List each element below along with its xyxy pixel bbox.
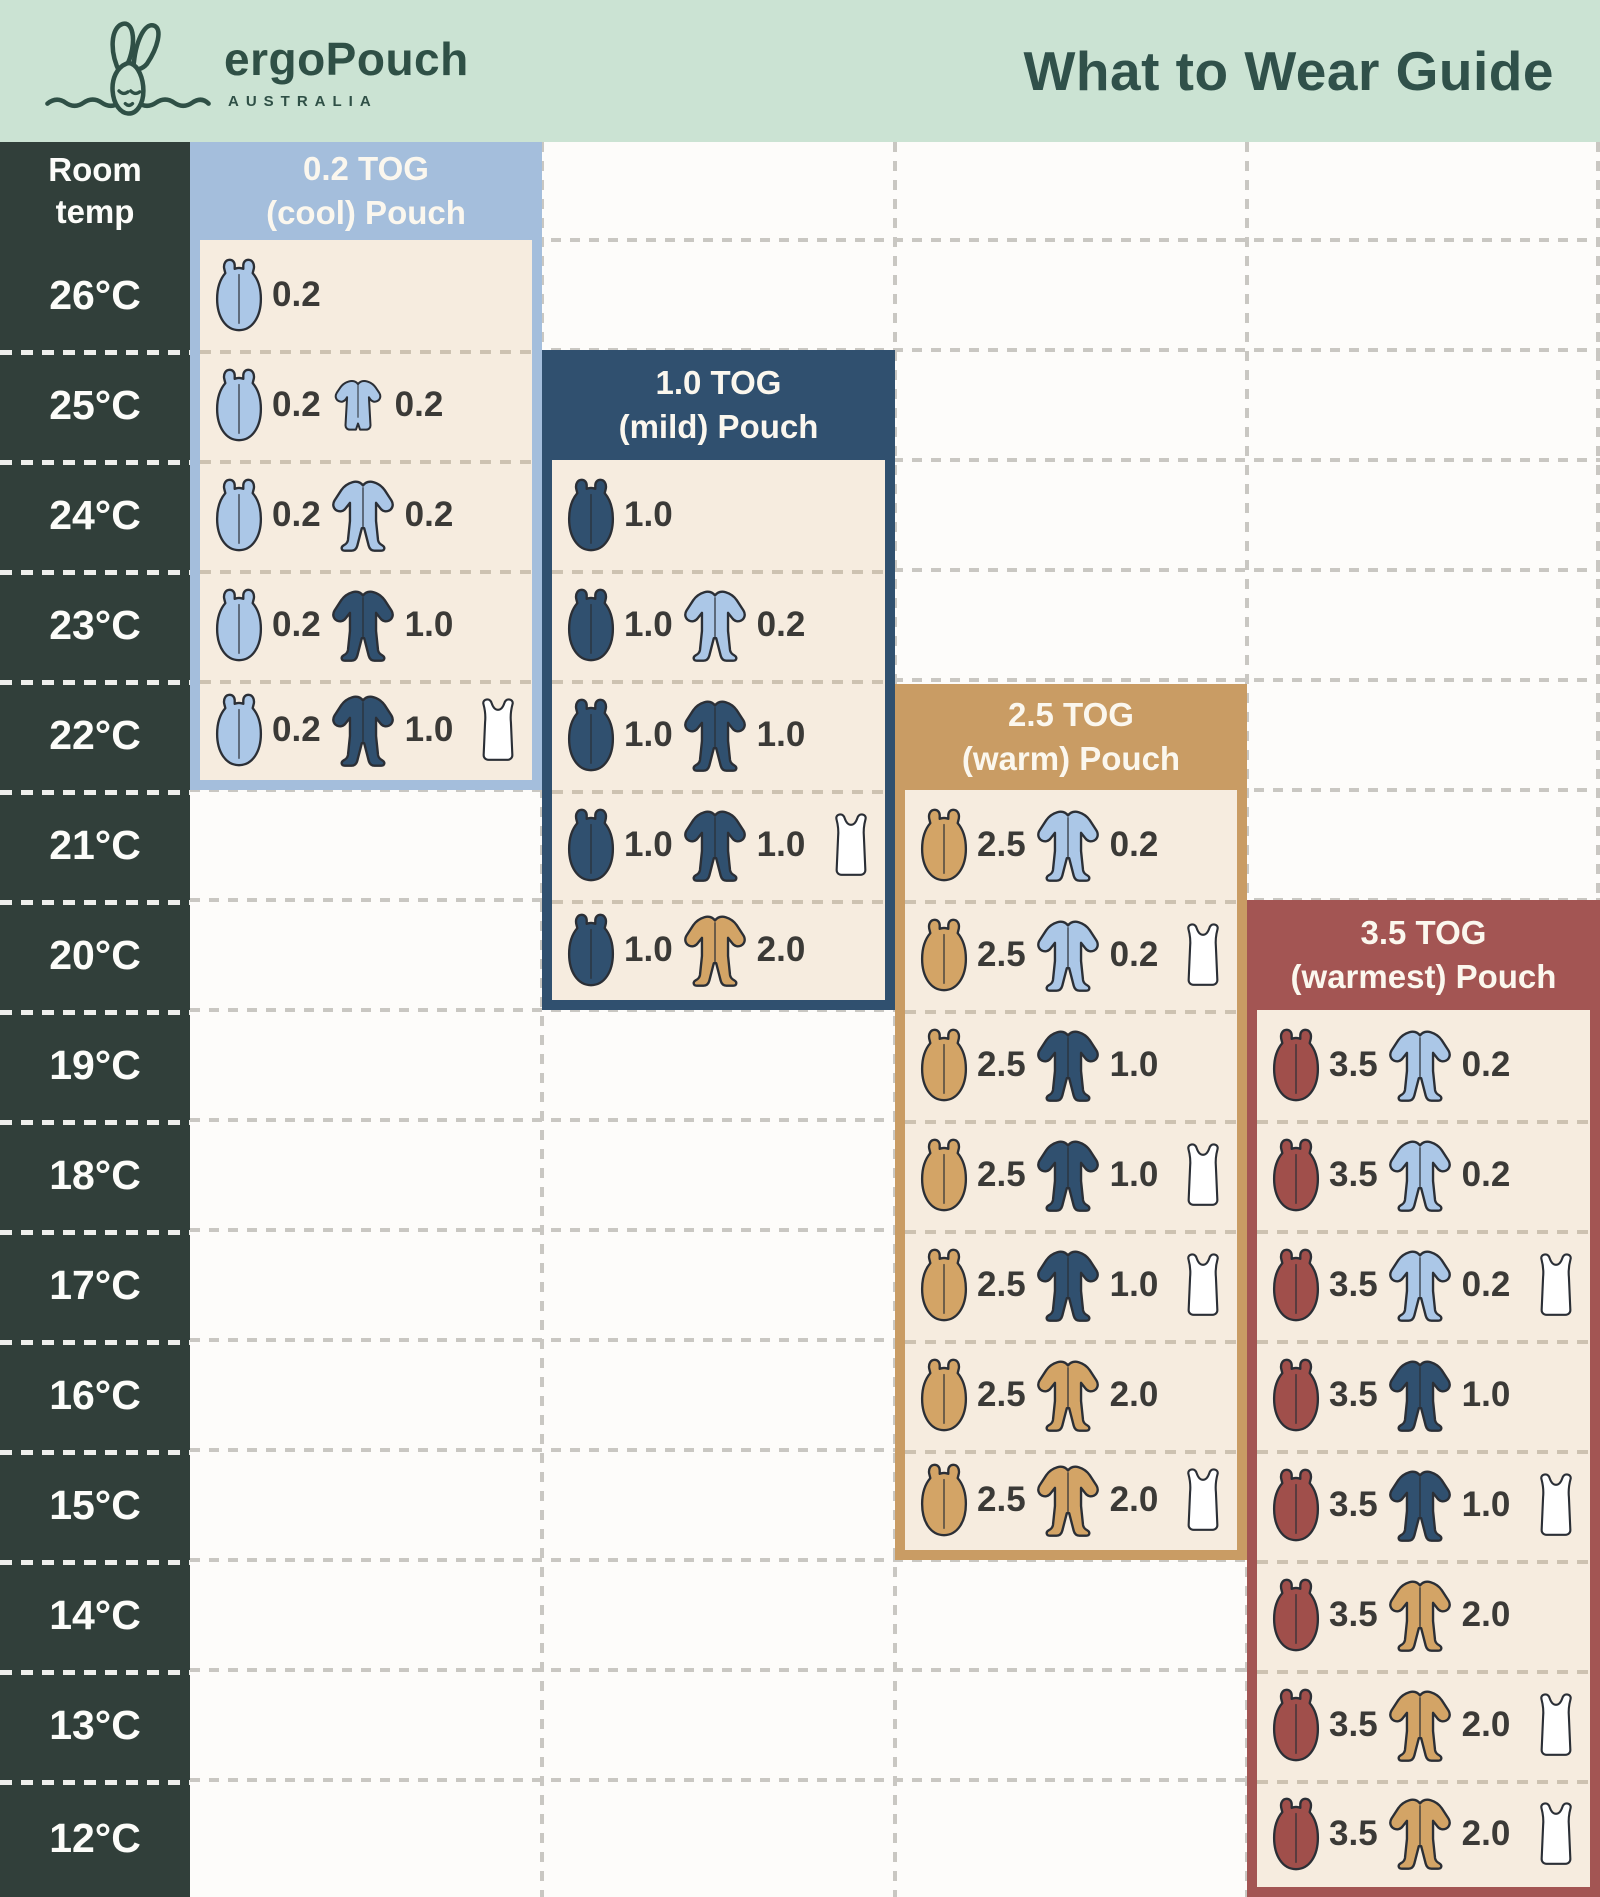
- tog-value: 3.5: [1329, 1045, 1378, 1084]
- tog-value: 1.0: [624, 715, 673, 754]
- panel-rows: [1257, 1010, 1590, 1887]
- temp-cell: 17°C: [0, 1230, 190, 1340]
- tog-value: 1.0: [404, 710, 454, 749]
- tog-value: 2.5: [977, 825, 1026, 864]
- guide-row: [200, 680, 532, 780]
- guide-row: [1257, 1670, 1590, 1780]
- room-temp-header: Room temp: [48, 150, 142, 230]
- pouch-icon: [214, 689, 264, 771]
- pouch-icon: [1271, 1464, 1321, 1546]
- romper-icon: [329, 374, 387, 436]
- tog-value: 2.0: [1461, 1705, 1511, 1744]
- onesie-icon: [1386, 1464, 1454, 1547]
- onesie-icon: [681, 804, 749, 887]
- onesie-icon: [1034, 1244, 1102, 1327]
- guide-row: [905, 1120, 1237, 1230]
- temp-cell: 15°C: [0, 1450, 190, 1560]
- guide-row: [905, 790, 1237, 900]
- temp-cell: 23°C: [0, 570, 190, 680]
- tog-value: 0.2: [394, 385, 444, 424]
- pouch-icon: [214, 474, 264, 556]
- tog-value: 2.0: [1461, 1595, 1511, 1634]
- temp-cell: 25°C: [0, 350, 190, 460]
- tog-value: 0.2: [272, 275, 321, 314]
- onesie-icon: [1034, 804, 1102, 887]
- onesie-icon: [681, 584, 749, 667]
- tog-value: 3.5: [1329, 1375, 1378, 1414]
- pouch-icon: [566, 694, 616, 776]
- pouch-icon: [566, 909, 616, 991]
- header-bar: [0, 0, 1600, 142]
- tog-value: 0.2: [272, 710, 321, 749]
- panel-title: [542, 350, 895, 460]
- temp-cell: 26°C: [49, 271, 141, 318]
- tog-value: 1.0: [1461, 1485, 1511, 1524]
- tog-value: 2.0: [756, 930, 806, 969]
- guide-row: [905, 1230, 1237, 1340]
- temp-cell: 21°C: [0, 790, 190, 900]
- guide-row: [905, 1010, 1237, 1120]
- tog-value: 2.0: [1461, 1813, 1511, 1853]
- panel-title-line1: 0.2 TOG: [303, 150, 429, 188]
- pouch-icon: [566, 584, 616, 666]
- pouch-icon: [919, 914, 969, 996]
- guide-row: [200, 460, 532, 570]
- temp-cell: 20°C: [0, 900, 190, 1010]
- guide-row: [1257, 1010, 1590, 1120]
- temp-cell: 18°C: [0, 1120, 190, 1230]
- tog-value: 3.5: [1329, 1485, 1378, 1524]
- singlet-icon: [476, 696, 520, 764]
- tog-value: 3.5: [1329, 1813, 1378, 1853]
- panel-title-line1: 3.5 TOG: [1360, 914, 1487, 952]
- onesie-icon: [1386, 1574, 1454, 1657]
- panel-title: [190, 142, 542, 240]
- pouch-icon: [214, 254, 264, 336]
- pouch-icon: [919, 1024, 969, 1106]
- temp-cell: 22°C: [0, 680, 190, 790]
- temp-cell: 16°C: [0, 1340, 190, 1450]
- panel-title-line1: 1.0 TOG: [655, 364, 782, 402]
- singlet-icon: [1181, 1141, 1225, 1209]
- tog-value: 1.0: [1109, 1155, 1159, 1194]
- pouch-icon: [214, 584, 264, 666]
- ergopouch-logo: [42, 16, 469, 126]
- tog-value: 1.0: [1461, 1375, 1511, 1414]
- room-temp-column: [0, 142, 190, 1897]
- panel-rows: [905, 790, 1237, 1550]
- onesie-icon: [1386, 1244, 1454, 1327]
- guide-row: [200, 240, 532, 350]
- tog-value: 0.2: [1109, 825, 1159, 864]
- panel-rows: [552, 460, 885, 1000]
- singlet-icon: [1534, 1471, 1578, 1539]
- singlet-icon: [1534, 1251, 1578, 1319]
- pouch-icon: [1271, 1244, 1321, 1326]
- tog-panel: [895, 684, 1247, 1560]
- pouch-icon: [214, 364, 264, 446]
- pouch-icon: [1271, 1134, 1321, 1216]
- onesie-icon: [329, 584, 397, 667]
- panel-title-line2: (mild) Pouch: [618, 408, 819, 445]
- onesie-icon: [1386, 1024, 1454, 1107]
- tog-panel: [542, 350, 895, 1010]
- panel-title-line1: 2.5 TOG: [1008, 696, 1134, 734]
- onesie-icon: [1386, 1684, 1454, 1767]
- brand-name: ergoPouch: [224, 33, 469, 85]
- tog-value: 1.0: [624, 495, 673, 534]
- tog-value: 1.0: [624, 605, 673, 644]
- panel-title-line2: (warmest) Pouch: [1290, 958, 1557, 995]
- singlet-icon: [1534, 1691, 1578, 1759]
- tog-value: 2.5: [977, 1265, 1026, 1304]
- pouch-icon: [1271, 1354, 1321, 1436]
- guide-row: [1257, 1450, 1590, 1560]
- tog-value: 2.0: [1109, 1375, 1159, 1414]
- tog-value: 1.0: [624, 930, 673, 969]
- guide-row: [1257, 1340, 1590, 1450]
- tog-value: 1.0: [624, 825, 673, 864]
- brand-subtitle: AUSTRALIA: [228, 93, 378, 110]
- panel-title-line2: (warm) Pouch: [961, 740, 1181, 777]
- onesie-icon: [1034, 1134, 1102, 1217]
- onesie-icon: [1386, 1792, 1454, 1875]
- tog-value: 1.0: [1109, 1265, 1159, 1304]
- singlet-icon: [1181, 1466, 1225, 1534]
- guide-row: [200, 570, 532, 680]
- pouch-icon: [1271, 1793, 1321, 1875]
- pouch-icon: [566, 474, 616, 556]
- singlet-icon: [1181, 1251, 1225, 1319]
- onesie-icon: [681, 909, 749, 992]
- guide-row: [200, 350, 532, 460]
- onesie-icon: [681, 694, 749, 777]
- pouch-icon: [1271, 1024, 1321, 1106]
- panel-title: [1247, 900, 1600, 1010]
- tog-value: 2.5: [977, 1480, 1026, 1519]
- pouch-icon: [919, 1354, 969, 1436]
- tog-value: 0.2: [1461, 1045, 1511, 1084]
- page-title: What to Wear Guide: [1023, 40, 1554, 102]
- tog-value: 2.5: [977, 1375, 1026, 1414]
- onesie-icon: [329, 689, 397, 772]
- tog-value: 2.0: [1109, 1480, 1159, 1519]
- guide-row: [1257, 1780, 1590, 1887]
- tog-value: 2.5: [977, 1155, 1026, 1194]
- singlet-icon: [1181, 921, 1225, 989]
- tog-value: 3.5: [1329, 1155, 1378, 1194]
- onesie-icon: [1034, 1459, 1102, 1542]
- tog-value: 0.2: [1461, 1265, 1511, 1304]
- tog-value: 3.5: [1329, 1705, 1378, 1744]
- guide-board: [0, 142, 1600, 1897]
- singlet-icon: [829, 811, 873, 879]
- tog-panel: [190, 142, 542, 790]
- guide-row: [905, 900, 1237, 1010]
- tog-panel: [1247, 900, 1600, 1897]
- tog-value: 1.0: [756, 715, 806, 754]
- pouch-icon: [919, 1459, 969, 1541]
- guide-row: [1257, 1120, 1590, 1230]
- onesie-icon: [1034, 914, 1102, 997]
- guide-row: [552, 680, 885, 790]
- onesie-icon: [1034, 1354, 1102, 1437]
- tog-value: 2.5: [977, 1045, 1026, 1084]
- guide-row: [552, 460, 885, 570]
- pouch-icon: [1271, 1574, 1321, 1656]
- tog-value: 0.2: [1109, 935, 1159, 974]
- tog-value: 1.0: [756, 825, 806, 864]
- pouch-icon: [566, 804, 616, 886]
- tog-value: 1.0: [1109, 1045, 1159, 1084]
- tog-value: 3.5: [1329, 1595, 1378, 1634]
- tog-value: 3.5: [1329, 1265, 1378, 1304]
- pouch-icon: [919, 1134, 969, 1216]
- tog-value: 0.2: [756, 605, 806, 644]
- guide-row: [1257, 1560, 1590, 1670]
- guide-row: [905, 1340, 1237, 1450]
- tog-value: 0.2: [272, 605, 321, 644]
- guide-row: [552, 900, 885, 1000]
- singlet-icon: [1534, 1800, 1578, 1868]
- panel-rows: [200, 240, 532, 780]
- bunny-icon: [42, 16, 214, 126]
- temp-cell: 14°C: [0, 1560, 190, 1670]
- pouch-icon: [919, 804, 969, 886]
- pouch-icon: [1271, 1684, 1321, 1766]
- guide-row: [552, 570, 885, 680]
- onesie-icon: [1386, 1134, 1454, 1217]
- onesie-icon: [329, 474, 397, 557]
- temp-cell: 12°C: [0, 1780, 190, 1897]
- temp-cell: 24°C: [0, 460, 190, 570]
- pouch-icon: [919, 1244, 969, 1326]
- onesie-icon: [1386, 1354, 1454, 1437]
- guide-row: [1257, 1230, 1590, 1340]
- tog-value: 0.2: [272, 495, 321, 534]
- tog-value: 0.2: [1461, 1155, 1511, 1194]
- panel-title: [895, 684, 1247, 790]
- onesie-icon: [1034, 1024, 1102, 1107]
- temp-cell: 13°C: [0, 1670, 190, 1780]
- panel-title-line2: (cool) Pouch: [266, 194, 466, 231]
- guide-row: [552, 790, 885, 900]
- tog-value: 2.5: [977, 935, 1026, 974]
- tog-value: 1.0: [404, 605, 454, 644]
- tog-value: 0.2: [404, 495, 454, 534]
- guide-row: [905, 1450, 1237, 1550]
- temp-cell: 19°C: [0, 1010, 190, 1120]
- tog-value: 0.2: [272, 385, 321, 424]
